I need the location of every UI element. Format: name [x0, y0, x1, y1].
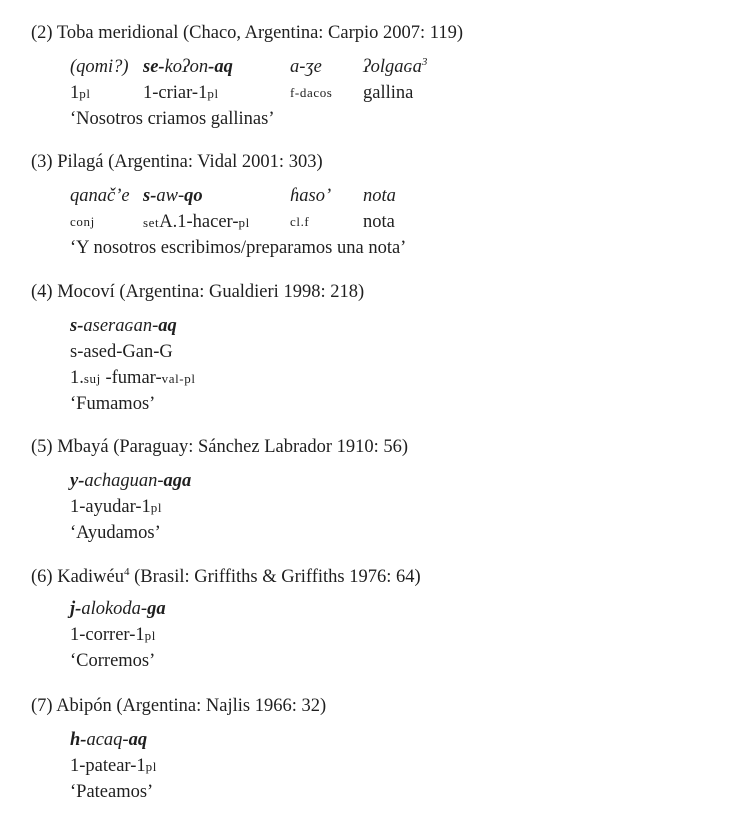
- source-citation: (Paraguay: Sánchez Labrador 1910: 56): [113, 437, 409, 457]
- example-header: (2) Toba meridional (Chaco, Argentina: Carpio 2007: 119): [31, 23, 464, 43]
- translation: ‘Corremos’: [70, 651, 156, 671]
- gloss-line: 1-patear-1pl: [70, 756, 157, 776]
- example-header: (3) Pilagá (Argentina: Vidal 2001: 303): [31, 152, 323, 172]
- form-line: y-achaguan-aga: [70, 471, 192, 491]
- source-citation: (Argentina: Najlis 1966: 32): [116, 696, 327, 716]
- source-citation: (Chaco, Argentina: Carpio 2007: 119): [183, 23, 464, 43]
- translation: ‘Y nosotros escribimos/preparamos una nota’: [70, 238, 407, 258]
- form-line: s-aseraɢan-aq: [70, 316, 177, 336]
- gloss-line: 1.suj -fumar-val-pl: [70, 368, 196, 388]
- language-name: Mbayá: [57, 437, 109, 457]
- example-header: (5) Mbayá (Paraguay: Sánchez Labrador 1910: 56): [31, 437, 409, 457]
- translation: ‘Fumamos’: [70, 394, 156, 414]
- translation: ‘Nosotros criamos gallinas’: [70, 109, 275, 129]
- example-header: (4) Mocoví (Argentina: Gualdieri 1998: 218): [31, 282, 365, 302]
- language-name: Mocoví: [57, 282, 115, 302]
- form-line: j-alokoda-ga: [70, 599, 166, 619]
- gloss-line: 1-correr-1pl: [70, 625, 156, 645]
- example-header: (6) Kadiwéu$^4$ (Brasil: Griffiths & Griffiths 1976: 64): [31, 566, 421, 587]
- language-name: Abipón: [56, 696, 112, 716]
- language-name: Kadiwéu$^4$: [57, 566, 130, 587]
- translation: ‘Pateamos’: [70, 782, 154, 802]
- language-name: Pilagá: [57, 152, 104, 172]
- language-name: Toba meridional: [56, 23, 179, 43]
- source-citation: (Argentina: Vidal 2001: 303): [108, 152, 323, 172]
- source-citation: (Brasil: Griffiths & Griffiths 1976: 64): [134, 567, 421, 587]
- gloss-line: 1-ayudar-1pl: [70, 497, 163, 517]
- translation: ‘Ayudamos’: [70, 523, 161, 543]
- example-header: (7) Abipón (Argentina: Najlis 1966: 32): [31, 696, 327, 716]
- source-citation: (Argentina: Gualdieri 1998: 218): [119, 282, 365, 302]
- segmentation-line: s-ased-Gan-G: [70, 342, 173, 362]
- form-line: h-acaq-aq: [70, 730, 148, 750]
